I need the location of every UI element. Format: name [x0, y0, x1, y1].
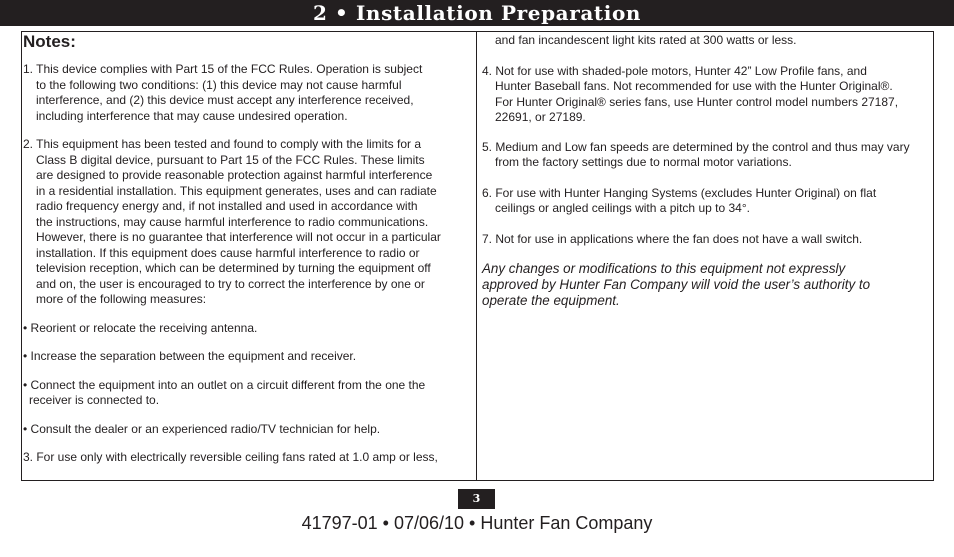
measure-reorient-antenna: • Reorient or relocate the receiving antenna. [23, 320, 258, 335]
modification-warning: Any changes or modifications to this equipment not expressly approved by Hunter Fan Company will void the user’s authority to operate the equipment. [482, 261, 871, 308]
note-fcc-part15: 1. This device complies with Part 15 of the FCC Rules. Operation is subject to the following two conditions: (1) this device may not cause harmful interference, and (2) this device must accept any interference received, including interference that may cause undesired operation. [23, 62, 423, 123]
note-reversible-fans: 3. For use only with electrically reversible ceiling fans rated at 1.0 amp or less, [23, 450, 438, 464]
measure-consult-dealer: • Consult the dealer or an experienced radio/TV technician for help. [23, 421, 381, 436]
note-light-kits-continued: and fan incandescent light kits rated at 300 watts or less. [495, 33, 797, 47]
note-hanging-systems: 6. For use with Hunter Hanging Systems (excludes Hunter Original) on flat ceilings or angled ceilings with a pitch up to 34°. [482, 185, 877, 215]
notes-right-column [482, 33, 940, 309]
page-number: 3 [458, 489, 495, 509]
note-fan-speeds: 5. Medium and Low fan speeds are determined by the control and thus may vary from the factory settings due to normal motor variations. [482, 139, 910, 169]
notes-heading: Notes: [23, 32, 76, 51]
note-wall-switch: 7. Not for use in applications where the fan does not have a wall switch. [482, 231, 863, 246]
column-divider [476, 31, 477, 481]
footer-doc-info: 41797-01 • 07/06/10 • Hunter Fan Company [301, 513, 653, 533]
notes-left-column [23, 33, 471, 466]
measure-increase-separation: • Increase the separation between the equipment and receiver. [23, 349, 357, 363]
note-class-b-limits: 2. This equipment has been tested and found to comply with the limits for a Class B digital device, pursuant to Part 15 of the FCC Rules. These limits are designed to provide reasonable protection against harmful interference in a residential installation. This equipment generates, uses and can radiate radio frequency energy and, if not installed and used in accordance with the instructions, may cause harmful interference to radio communications. However, there is no guarantee that interference will not occur in a particular installation. If this equipment does cause harmful interference to radio or television reception, which can be determined by turning the equipment off and on, the user is encouraged to try to correct the interference by one or more of the following measures: [23, 137, 441, 306]
section-title: 2 • Installation Preparation [0, 0, 954, 26]
note-shaded-pole-motors: 4. Not for use with shaded-pole motors, Hunter 42” Low Profile fans, and Hunter Baseball fans. Not recommended for use with the Hunter Original®. For Hunter Original® series fans, use Hunter control model numbers 27187, 22691, or 27189. [482, 63, 899, 124]
measure-different-circuit: • Connect the equipment into an outlet on a circuit different from the one the receiver is connected to. [23, 377, 426, 407]
